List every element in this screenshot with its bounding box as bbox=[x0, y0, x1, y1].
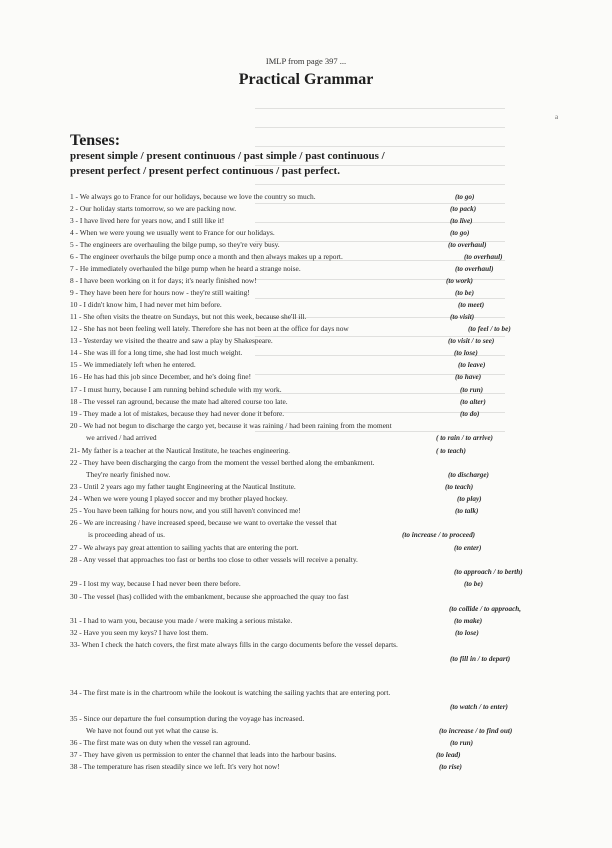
exercise-text: 17 - I must hurry, because I am running behind schedule with my work. bbox=[70, 385, 282, 394]
section-heading: Tenses: bbox=[70, 132, 121, 149]
verb-hint: (to make) bbox=[454, 617, 483, 625]
verb-hint: ( to rain / to arrive) bbox=[436, 434, 493, 442]
verb-hint: (to enter) bbox=[454, 544, 482, 552]
page-title: Practical Grammar bbox=[238, 71, 374, 88]
exercise-line bbox=[70, 530, 560, 540]
verb-hint: (to be) bbox=[464, 580, 483, 588]
exercise-line bbox=[70, 738, 560, 748]
exercise-text: 35 - Since our departure the fuel consumption during the voyage has increased. bbox=[70, 714, 305, 723]
verb-hint: (to lead) bbox=[436, 751, 461, 759]
exercise-text: 38 - The temperature has risen steadily since we left. It's very hot now! bbox=[70, 762, 280, 771]
exercise-line bbox=[70, 348, 560, 358]
exercise-line bbox=[70, 252, 560, 262]
exercise-text: is proceeding ahead of us. bbox=[88, 530, 165, 539]
exercise-text: 8 - I have been working on it for days; it's nearly finished now! bbox=[70, 276, 257, 285]
exercise-text: 11 - She often visits the theatre on Sundays, but not this week, because she'll ill. bbox=[70, 312, 307, 321]
verb-hint: (to lose) bbox=[455, 629, 479, 637]
exercise-line bbox=[70, 518, 560, 528]
exercise-line bbox=[70, 336, 560, 346]
exercise-text: 5 - The engineers are overhauling the bilge pump, so they're very busy. bbox=[70, 240, 280, 249]
verb-hint: (to feel / to be) bbox=[468, 325, 511, 333]
verb-hint: ( to teach) bbox=[436, 447, 466, 455]
verb-hint: (to overhaul) bbox=[464, 253, 503, 261]
verb-hint: (to increase / to proceed) bbox=[402, 531, 476, 539]
exercise-line bbox=[70, 397, 560, 407]
exercise-text: We have not found out yet what the cause is. bbox=[86, 726, 218, 735]
exercise-line bbox=[70, 276, 560, 286]
verb-hint: (to live) bbox=[450, 217, 473, 225]
exercise-line bbox=[70, 409, 560, 419]
exercise-line bbox=[70, 433, 560, 443]
exercise-line bbox=[70, 750, 560, 760]
exercise-text: 32 - Have you seen my keys? I have lost them. bbox=[70, 628, 209, 637]
exercise-text: 13 - Yesterday we visited the theatre and saw a play by Shakespeare. bbox=[70, 336, 273, 345]
exercise-text: 1 - We always go to France for our holidays, because we love the country so much. bbox=[70, 192, 316, 201]
verb-hint: (to discharge) bbox=[448, 471, 489, 479]
page-source-note: IMLP from page 397 ... bbox=[265, 56, 347, 66]
exercise-text: 37 - They have given us permission to enter the channel that leads into the harbour basins. bbox=[70, 750, 337, 759]
verb-hint: (to alter) bbox=[460, 398, 486, 406]
verb-hint: (to have) bbox=[455, 373, 482, 381]
verb-hint: (to meet) bbox=[458, 301, 485, 309]
exercise-line bbox=[70, 470, 560, 480]
exercise-line bbox=[70, 640, 560, 650]
exercise-line bbox=[70, 240, 560, 250]
verb-hint: (to visit) bbox=[450, 313, 475, 321]
exercise-line bbox=[70, 494, 560, 504]
exercise-text: 16 - He has had this job since December, and he's doing fine! bbox=[70, 372, 252, 381]
verb-hint: (to visit / to see) bbox=[448, 337, 495, 345]
verb-hint: (to run) bbox=[460, 386, 483, 394]
exercise-text: 34 - The first mate is in the chartroom while the lookout is watching the sailing yachts that are entering port. bbox=[70, 688, 391, 697]
exercise-line bbox=[70, 592, 560, 602]
exercise-text: 21- My father is a teacher at the Nautical Institute, he teaches engineering. bbox=[70, 446, 290, 455]
exercise-line bbox=[70, 702, 560, 712]
exercise-text: 36 - The first mate was on duty when the vessel ran aground. bbox=[70, 738, 251, 747]
verb-hint: (to lose) bbox=[454, 349, 478, 357]
verb-hint: (to leave) bbox=[458, 361, 486, 369]
exercise-text: 2 - Our holiday starts tomorrow, so we are packing now. bbox=[70, 204, 237, 213]
verb-hint: (to play) bbox=[457, 495, 482, 503]
exercise-line bbox=[70, 628, 560, 638]
verb-hint: (to talk) bbox=[455, 507, 479, 515]
exercise-line bbox=[70, 446, 560, 456]
verb-hint: (to work) bbox=[446, 277, 473, 285]
exercise-line bbox=[70, 216, 560, 226]
exercise-text: 25 - You have been talking for hours now, and you still haven't convinced me! bbox=[70, 506, 301, 515]
verb-hint: (to fill in / to depart) bbox=[450, 655, 511, 663]
exercise-text: 27 - We always pay great attention to sailing yachts that are entering the port. bbox=[70, 543, 299, 552]
exercise-line bbox=[70, 360, 560, 370]
verb-hint: (to overhaul) bbox=[455, 265, 494, 273]
exercise-text: 15 - We immediately left when he entered. bbox=[70, 360, 196, 369]
exercise-text: 29 - I lost my way, because I had never been there before. bbox=[70, 579, 241, 588]
exercise-text: we arrived / had arrived bbox=[86, 433, 157, 442]
exercise-text: 19 - They made a lot of mistakes, because they had never done it before. bbox=[70, 409, 285, 418]
exercise-text: 31 - I had to warn you, because you made / were making a serious mistake. bbox=[70, 616, 293, 625]
exercise-line bbox=[70, 385, 560, 395]
exercise-text: 10 - I didn't know him, I had never met him before. bbox=[70, 300, 222, 309]
verb-hint: (to go) bbox=[455, 193, 475, 201]
exercise-text: 4 - When we were young we usually went to France for our holidays. bbox=[70, 228, 275, 237]
exercise-line bbox=[70, 654, 560, 664]
verb-hint: (to go) bbox=[450, 229, 470, 237]
exercise-line bbox=[70, 543, 560, 553]
verb-hint: (to do) bbox=[460, 410, 480, 418]
exercise-line bbox=[70, 228, 560, 238]
exercise-line bbox=[70, 688, 560, 698]
verb-hint: (to be) bbox=[455, 289, 474, 297]
verb-hint: (to run) bbox=[450, 739, 473, 747]
exercise-text: 20 - We had not begun to discharge the cargo yet, because it was raining / had been raining from the moment bbox=[70, 421, 392, 430]
verb-hint: (to pack) bbox=[450, 205, 477, 213]
exercise-text: 26 - We are increasing / have increased speed, because we want to overtake the vessel that bbox=[70, 518, 337, 527]
exercise-line bbox=[70, 555, 560, 565]
verb-hint: (to increase / to find out) bbox=[439, 727, 513, 735]
exercise-text: 22 - They have been discharging the cargo from the moment the vessel berthed along the embankment. bbox=[70, 458, 375, 467]
exercise-line bbox=[70, 312, 560, 322]
exercise-text: 9 - They have been here for hours now - they're still waiting! bbox=[70, 288, 250, 297]
exercise-line bbox=[70, 192, 560, 202]
verb-hint: (to teach) bbox=[445, 483, 474, 491]
exercise-text: 28 - Any vessel that approaches too fast or berths too close to other vessels will receive a penalty. bbox=[70, 555, 358, 564]
exercise-line bbox=[70, 421, 560, 431]
exercise-line bbox=[70, 714, 560, 724]
exercise-text: 7 - He immediately overhauled the bilge pump when he heard a strange noise. bbox=[70, 264, 301, 273]
exercise-text: 6 - The engineer overhauls the bilge pump once a month and then always makes up a report. bbox=[70, 252, 343, 261]
section-subtitle bbox=[70, 149, 385, 179]
exercise-text: 23 - Until 2 years ago my father taught Engineering at the Nautical Institute. bbox=[70, 482, 296, 491]
exercise-line bbox=[70, 616, 560, 626]
exercise-text: 24 - When we were young I played soccer and my brother played hockey. bbox=[70, 494, 288, 503]
verb-hint: (to rise) bbox=[439, 763, 462, 771]
subtitle-line-2: present perfect / present perfect continuous / past perfect. bbox=[70, 165, 340, 177]
verb-hint: (to watch / to enter) bbox=[450, 703, 508, 711]
exercise-line bbox=[70, 579, 560, 589]
exercise-text: 12 - She has not been feeling well lately. Therefore she has not been at the office for days now bbox=[70, 324, 349, 333]
exercise-line bbox=[70, 726, 560, 736]
exercise-text: 18 - The vessel ran aground, because the mate had altered course too late. bbox=[70, 397, 288, 406]
exercise-line bbox=[70, 482, 560, 492]
exercise-line bbox=[70, 567, 560, 577]
exercise-text: 33- When I check the hatch covers, the first mate always fills in the cargo documents before the vessel departs. bbox=[70, 640, 398, 649]
exercise-text: They're nearly finished now. bbox=[86, 470, 171, 479]
margin-mark: a bbox=[555, 113, 559, 121]
exercise-text: 30 - The vessel (has) collided with the embankment, because she approached the quay too fast bbox=[70, 592, 349, 601]
exercise-line bbox=[70, 372, 560, 382]
exercise-line bbox=[70, 288, 560, 298]
exercise-line bbox=[70, 300, 560, 310]
exercise-line bbox=[70, 458, 560, 468]
verb-hint: (to collide / to approach, bbox=[449, 605, 522, 613]
exercise-line bbox=[70, 506, 560, 516]
exercise-line bbox=[70, 264, 560, 274]
verb-hint: (to approach / to berth) bbox=[454, 568, 523, 576]
exercise-line bbox=[70, 204, 560, 214]
exercise-line bbox=[70, 604, 560, 614]
exercise-line bbox=[70, 324, 560, 334]
exercise-text: 14 - She was ill for a long time, she had lost much weight. bbox=[70, 348, 243, 357]
verb-hint: (to overhaul) bbox=[448, 241, 487, 249]
subtitle-line-1: present simple / present continuous / past simple / past continuous / bbox=[70, 150, 385, 162]
exercise-line bbox=[70, 762, 560, 772]
exercise-text: 3 - I have lived here for years now, and I still like it! bbox=[70, 216, 225, 225]
